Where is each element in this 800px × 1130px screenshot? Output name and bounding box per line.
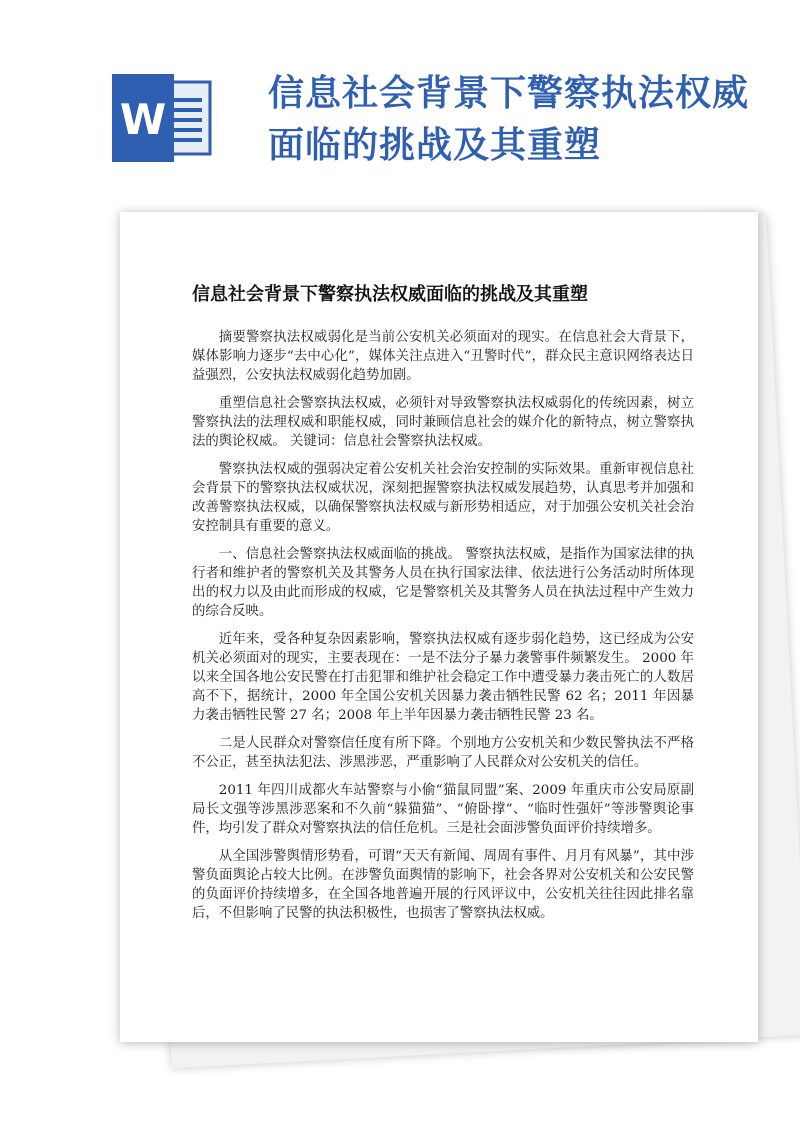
document-page bbox=[120, 212, 758, 1042]
paragraph-8: 从全国涉警舆情形势看，可谓“天天有新闻、周周有事件、月月有风暴”，其中涉警负面舆论占较大比例。在涉警负面舆情的影响下，社会各界对公安机关和公安民警的负面评价持续增多，在全国各地普遍开展的行风评议中，公安机关往往因此排名靠后，不但影响了民警的执法积极性，也损害了警察执法权威。 bbox=[192, 849, 694, 921]
document-body bbox=[192, 328, 694, 932]
paragraph-6: 二是人民群众对警察信任度有所下降。个别地方公安机关和少数民警执法不严格不公正，甚至执法犯法、涉黑涉恶，严重影响了人民群众对公安机关的信任。 bbox=[192, 736, 694, 770]
paragraph-2: 重塑信息社会警察执法权威，必须针对导致警察执法权威弱化的传统因素，树立警察执法的法理权威和职能权威，同时兼顾信息社会的媒介化的新特点，树立警察执法的舆论权威。 关键词：信息社会警察执法权威。 bbox=[192, 396, 694, 449]
header-title bbox=[268, 68, 768, 172]
paragraph-1: 摘要警察执法权威弱化是当前公安机关必须面对的现实。在信息社会大背景下，媒体影响力逐步“去中心化”，媒体关注点进入“丑警时代”，群众民主意识网络表达日益强烈，公安执法权威弱化趋势加剧。 bbox=[192, 330, 694, 383]
paragraph-5: 近年来，受各种复杂因素影响，警察执法权威有逐步弱化趋势，这已经成为公安机关必须面对的现实，主要表现在：一是不法分子暴力袭警事件频繁发生。 2000 年以来全国各地公安民警在打击犯罪和维护社会稳定工作中遭受暴力袭击死亡的人数居高不下，据统计，2000 年全国公安机关因暴力袭击牺牲民警 62 名；2011 年因暴力袭击牺牲民警 27 名；2008 年上半年因暴力袭击牺牲民警 23 名。 bbox=[192, 632, 694, 723]
paragraph-7: 2011 年四川成都火车站警察与小偷“猫鼠同盟”案、2009 年重庆市公安局原副局长文强等涉黑涉恶案和不久前“躲猫猫”、“俯卧撑”、“临时性强奸”等涉警舆论事件，均引发了群众对警察执法的信任危机。三是社会面涉警负面评价持续增多。 bbox=[192, 783, 694, 836]
word-logo-letter: W bbox=[119, 95, 167, 144]
paragraph-4: 一、信息社会警察执法权威面临的挑战。 警察执法权威，是指作为国家法律的执行者和维护者的警察机关及其警务人员在执行国家法律、依法进行公务活动时所体现出的权力以及由此而形成的权威，它是警察机关及其警务人员在执法过程中产生效力的综合反映。 bbox=[192, 547, 694, 619]
document-title: 信息社会背景下警察执法权威面临的挑战及其重塑 bbox=[192, 284, 588, 305]
paragraph-3: 警察执法权威的强弱决定着公安机关社会治安控制的实际效果。重新审视信息社会背景下的警察执法权威状况，深刻把握警察执法权威发展趋势，认真思考并加强和改善警察执法权威，以确保警察执法权威与新形势相适应，对于加强公安机关社会治安控制具有重要的意义。 bbox=[192, 462, 694, 534]
header-title-line-1: 信息社会背景下警察执法权威 bbox=[268, 73, 750, 114]
header-title-line-2: 面临的挑战及其重塑 bbox=[268, 125, 602, 166]
word-icon bbox=[112, 72, 216, 164]
